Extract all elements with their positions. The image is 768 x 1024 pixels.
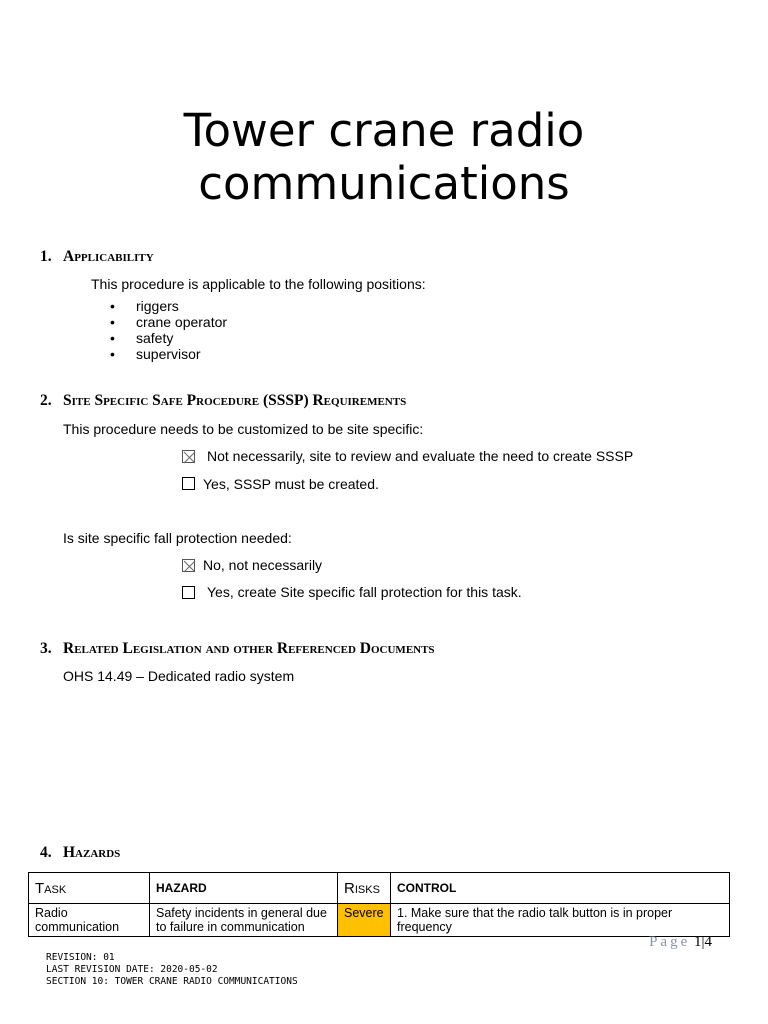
table-row xyxy=(29,904,730,937)
section-2-heading xyxy=(40,392,406,410)
list-item: • crane operator xyxy=(110,314,227,330)
fall-protection-yes-label: Yes, create Site specific fall protection for this task. xyxy=(207,584,522,600)
column-header-task: Task xyxy=(29,873,150,904)
section-1-heading xyxy=(40,248,154,266)
page-word: Page xyxy=(649,934,691,950)
section-3-heading xyxy=(40,640,435,658)
hazard-cell: Safety incidents in general due to failure in communication xyxy=(150,904,338,937)
section-3-title: Related Legislation and other Referenced Documents xyxy=(63,640,435,657)
section-4-number: 4. xyxy=(40,844,52,861)
risk-severity-badge: Severe xyxy=(338,904,391,937)
fall-protection-no-checkbox[interactable] xyxy=(182,559,195,572)
footer-section: SECTION 10: TOWER CRANE RADIO COMMUNICATIONS xyxy=(46,976,298,987)
column-header-hazard: HAZARD xyxy=(150,873,338,904)
checkbox-cross-icon xyxy=(183,451,196,464)
section-3-number: 3. xyxy=(40,640,52,657)
page-current: 1 xyxy=(693,934,702,950)
positions-list xyxy=(110,298,227,362)
control-cell: 1. Make sure that the radio talk button is in proper frequency xyxy=(391,904,730,937)
applicability-intro: This procedure is applicable to the following positions: xyxy=(91,276,426,292)
section-1-title: Applicability xyxy=(63,248,154,265)
checkbox-cross-icon xyxy=(183,560,196,573)
legislation-reference: OHS 14.49 – Dedicated radio system xyxy=(63,668,295,684)
list-item: • riggers xyxy=(110,298,227,314)
document-footer xyxy=(46,952,298,988)
document-title: Tower crane radio communications xyxy=(183,104,585,210)
task-cell: Radio communication xyxy=(29,904,150,937)
sssp-intro: This procedure needs to be customized to be site specific: xyxy=(63,421,424,437)
column-header-risks: Risks xyxy=(338,873,391,904)
page-number xyxy=(649,934,712,951)
sssp-not-necessary-checkbox[interactable] xyxy=(182,450,195,463)
footer-revision-date: LAST REVISION DATE: 2020-05-02 xyxy=(46,964,218,975)
fall-protection-question: Is site specific fall protection needed: xyxy=(63,530,292,546)
column-header-control: CONTROL xyxy=(391,873,730,904)
sssp-not-necessary-label: Not necessarily, site to review and evaluate the need to create SSSP xyxy=(207,448,634,464)
footer-revision: REVISION: 01 xyxy=(46,952,115,963)
list-item: • supervisor xyxy=(110,346,227,362)
page-separator: | xyxy=(701,934,705,950)
section-4-title: Hazards xyxy=(63,844,121,861)
table-header-row xyxy=(29,873,730,904)
page-total: 4 xyxy=(704,934,712,950)
section-2-number: 2. xyxy=(40,392,52,409)
section-4-heading xyxy=(40,844,120,862)
sssp-yes-label: Yes, SSSP must be created. xyxy=(203,476,379,492)
hazards-table xyxy=(28,872,730,937)
fall-protection-yes-checkbox[interactable] xyxy=(182,586,195,599)
list-item: • safety xyxy=(110,330,227,346)
section-2-title: Site Specific Safe Procedure (SSSP) Requirements xyxy=(63,392,407,409)
sssp-yes-checkbox[interactable] xyxy=(182,477,195,490)
section-1-number: 1. xyxy=(40,248,52,265)
fall-protection-no-label: No, not necessarily xyxy=(203,557,323,573)
